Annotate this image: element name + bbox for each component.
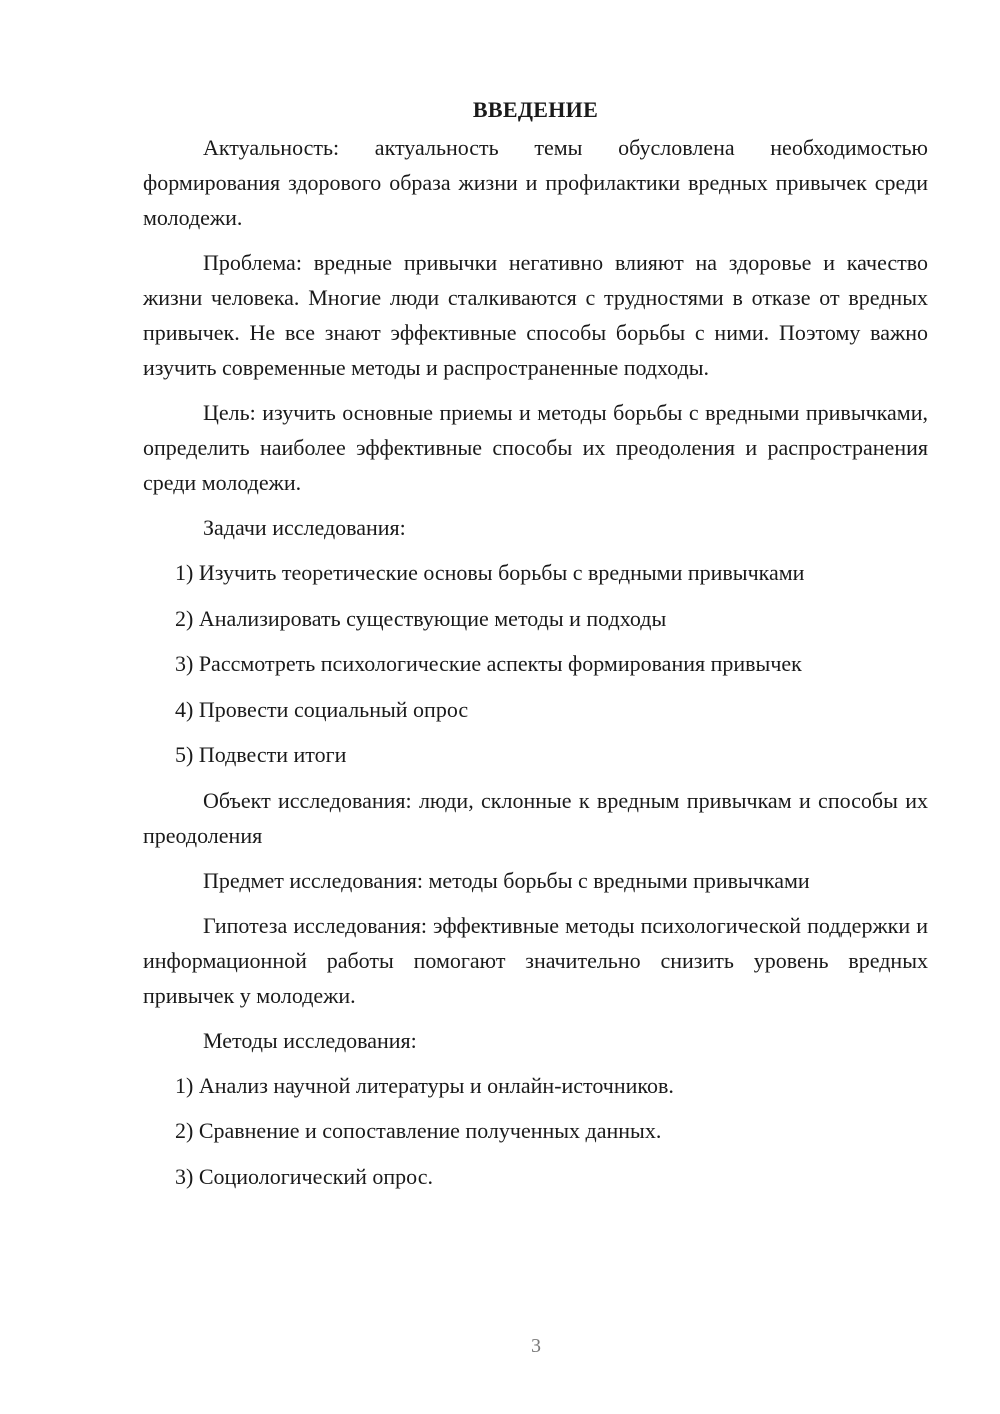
methods-heading: Методы исследования: xyxy=(203,1027,417,1053)
hypothesis-paragraph: Гипотеза исследования: эффективные методы психологической поддержки и информационной работы помогают значительно снизить уровень вредных привычек у молодежи. xyxy=(143,912,928,1008)
tasks-list xyxy=(143,555,928,772)
goal-paragraph: Цель: изучить основные приемы и методы борьбы с вредными привычками, определить наиболее эффективные способы их преодоления и распространения среди молодежи. xyxy=(143,400,928,495)
problem-paragraph: Проблема: вредные привычки негативно влияют на здоровье и качество жизни человека. Многие люди сталкиваются с трудностями в отказе от вредных привычек. Не все знают эффективные способы борьбы с ними. Поэтому важно изучить современные методы и распространенные подходы. xyxy=(143,250,928,380)
list-item: 5) Подвести итоги xyxy=(175,742,347,767)
list-item: 3) Социологический опрос. xyxy=(175,1163,433,1189)
list-item: 2) Анализировать существующие методы и подходы xyxy=(175,605,667,631)
section-title: ВВЕДЕНИЕ xyxy=(472,97,599,122)
page-number: 3 xyxy=(531,1335,541,1357)
document-page xyxy=(143,92,928,1204)
methods-list xyxy=(143,1068,928,1194)
actuality-paragraph: Актуальность: актуальность темы обусловлена необходимостью формирования здорового образа жизни и профилактики вредных привычек среди молодежи. xyxy=(143,135,928,230)
tasks-heading: Задачи исследования: xyxy=(203,515,406,540)
list-item: 1) Анализ научной литературы и онлайн-источников. xyxy=(175,1072,674,1098)
object-paragraph: Объект исследования: люди, склонные к вредным привычкам и способы их преодоления xyxy=(143,787,928,848)
subject-paragraph: Предмет исследования: методы борьбы с вредными привычками xyxy=(203,867,810,893)
list-item: 1) Изучить теоретические основы борьбы с вредными привычками xyxy=(175,560,805,585)
list-item: 3) Рассмотреть психологические аспекты формирования привычек xyxy=(175,651,802,676)
list-item: 4) Провести социальный опрос xyxy=(175,696,469,722)
list-item: 2) Сравнение и сопоставление полученных данных. xyxy=(175,1118,662,1143)
